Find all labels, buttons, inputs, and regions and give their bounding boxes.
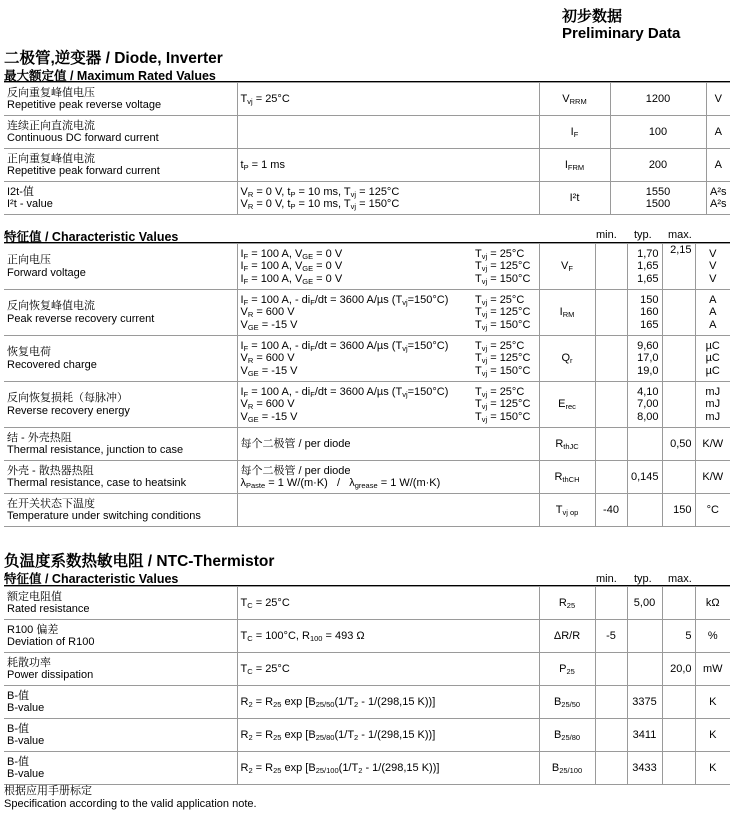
param-name-cn: 反向恢复损耗（每脉冲） (7, 392, 128, 404)
unit-cell: % (695, 620, 730, 653)
temperature-cell (472, 244, 539, 290)
unit-cell (695, 382, 730, 428)
param-name-en: Reverse recovery energy (7, 404, 130, 417)
param-name-en: Temperature under switching conditions (7, 510, 201, 522)
condition-line: $V_{GE} = -15$ V (240, 318, 298, 332)
param-name-cn: 外壳 - 散热器热阻 (7, 464, 94, 477)
unit-line: mJ (705, 398, 721, 411)
typ-value: 1,65 (637, 260, 659, 273)
param-name-cn: B-值 (7, 755, 29, 768)
min-cell (595, 719, 627, 752)
unit-line: A (709, 306, 717, 319)
typ-value: 7,00 (637, 398, 659, 411)
unit-line: °C (706, 503, 719, 516)
typ-value: 9,60 (637, 339, 659, 352)
ntc-col-min: min. (596, 573, 617, 585)
param-name-4 (4, 719, 237, 752)
typ-cell (627, 461, 662, 494)
typ-cell: 3375 (627, 686, 662, 719)
max-cell (662, 428, 695, 461)
unit-line: mJ (705, 410, 721, 423)
typ-value: 0,145 (630, 470, 659, 483)
condition-line: $V_{GE} = -15$ V (240, 410, 298, 424)
param-name-en: Forward voltage (7, 266, 86, 279)
table-row (4, 149, 730, 182)
value-cell (610, 149, 706, 182)
unit-line: V (714, 92, 722, 105)
temperature-line: $T_{vj} = 125^\circ C$ (475, 352, 531, 366)
table-row (4, 686, 730, 719)
max-cell: 5 (662, 620, 695, 653)
footer-note-en: Specification according to the valid application note. (4, 797, 257, 810)
condition-line: $T_C = 100^\circ C$, $R_{100} = 493$ Ω (240, 629, 365, 643)
typ-value: 160 (640, 306, 659, 319)
temperature-line: $T_{vj} = 150^\circ C$ (475, 318, 531, 332)
condition-cell (237, 494, 539, 527)
table-row (4, 620, 730, 653)
unit-line: V (709, 272, 717, 285)
unit-cell (706, 149, 730, 182)
condition-cell (237, 461, 539, 494)
diode-char-title: 特征值 / Characteristic Values (4, 230, 179, 244)
symbol-cell: $B_{25/100}$ (539, 752, 595, 785)
symbol-cell: $Q_r$ (539, 336, 595, 382)
condition-line: $V_{GE} = -15$ V (240, 364, 298, 378)
typ-cell (627, 653, 662, 686)
unit-cell: K (695, 686, 730, 719)
condition-line: $V_R = 600$ V (240, 352, 295, 366)
condition-cell (237, 686, 539, 719)
condition-cell (237, 428, 539, 461)
table-row (4, 587, 730, 620)
typ-value: 19,0 (637, 364, 659, 377)
param-name-cn: 反向重复峰值电压 (7, 86, 95, 99)
max-rated-title: 最大额定值 / Maximum Rated Values (4, 69, 216, 83)
condition-cell (237, 182, 539, 215)
typ-cell: 3433 (627, 752, 662, 785)
condition-cell (237, 290, 472, 336)
param-name-en: Repetitive peak forward current (7, 165, 160, 177)
param-name-en: Rated resistance (7, 603, 90, 615)
param-name-1 (4, 116, 237, 149)
param-name-cn: 恢复电荷 (7, 346, 51, 358)
max-rated-table (4, 82, 730, 215)
condition-line: $I_F = 100$ A, - $di_F/dt = 3600$ A/µs $(T_{vj}=150^\circ C)$ (240, 293, 449, 307)
unit-cell (695, 290, 730, 336)
symbol-cell: $I_{RM}$ (539, 290, 595, 336)
unit-cell: mW (695, 653, 730, 686)
value-cell (610, 116, 706, 149)
param-name-3 (4, 686, 237, 719)
table-row (4, 116, 730, 149)
condition-cell (237, 149, 539, 182)
param-name-3 (4, 382, 237, 428)
condition-line: $T_{vj} = 25^\circ C$ (240, 92, 290, 106)
symbol-cell: $B_{25/80}$ (539, 719, 595, 752)
min-cell (595, 653, 627, 686)
param-name-cn: 正向重复峰值电流 (7, 152, 95, 165)
param-name-cn: 正向电压 (7, 254, 51, 266)
symbol-cell: $V_F$ (539, 244, 595, 290)
typ-value: 4,10 (637, 385, 659, 398)
param-name-cn: 反向恢复峰值电流 (7, 300, 95, 312)
typ-cell: 3411 (627, 719, 662, 752)
symbol-cell: $R_{thJC}$ (539, 428, 595, 461)
ntc-section-title: 负温度系数热敏电阻 / NTC-Thermistor (4, 553, 275, 570)
unit-line: µC (705, 339, 720, 352)
typ-value: 1,70 (637, 247, 659, 260)
unit-line: V (709, 247, 717, 260)
max-value: 150 (673, 503, 692, 516)
unit-line: A²s (710, 185, 727, 198)
param-name-cn: 结 - 外壳热阻 (7, 431, 72, 444)
table-row (4, 653, 730, 686)
typ-cell: 5,00 (627, 587, 662, 620)
condition-line (241, 126, 536, 139)
min-cell (595, 494, 627, 527)
value-line: 100 (648, 125, 668, 138)
condition-line: 每个二极管 / per diode (240, 464, 351, 477)
condition-cell (237, 653, 539, 686)
condition-cell (237, 116, 539, 149)
preliminary-title-en: Preliminary Data (562, 25, 681, 42)
col-typ: typ. (634, 229, 652, 241)
condition-line: $t_P = 1$ ms (240, 158, 285, 172)
symbol-cell: $I_{FRM}$ (539, 149, 610, 182)
preliminary-title-cn: 初步数据 (562, 8, 623, 25)
param-name-5 (4, 461, 237, 494)
unit-cell (695, 336, 730, 382)
param-name-cn: 连续正向直流电流 (7, 119, 95, 132)
min-cell (595, 461, 627, 494)
value-cell (610, 182, 706, 215)
unit-cell: kΩ (695, 587, 730, 620)
symbol-cell: $E_{rec}$ (539, 382, 595, 428)
value-line: 1500 (645, 198, 671, 210)
temperature-line: $T_{vj} = 150^\circ C$ (475, 364, 531, 378)
unit-line: K/W (702, 437, 724, 450)
param-name-3 (4, 182, 237, 215)
param-name-cn: I2t-值 (7, 185, 34, 198)
condition-line: $T_C = 25^\circ C$ (240, 662, 290, 676)
temperature-line: $T_{vj} = 25^\circ C$ (475, 385, 525, 399)
param-name-2 (4, 149, 237, 182)
condition-line: $I_F = 100$ A, - $di_F/dt = 3600$ A/µs $(T_{vj}=150^\circ C)$ (240, 339, 449, 353)
max-cell (662, 336, 695, 382)
table-row (4, 336, 730, 382)
param-name-en: Recovered charge (7, 358, 97, 371)
param-name-en: B-value (7, 768, 45, 780)
condition-cell (237, 620, 539, 653)
temperature-cell (472, 290, 539, 336)
max-cell: 20,0 (662, 653, 695, 686)
table-row (4, 182, 730, 215)
condition-line: $R_2 = R_{25}$ $\exp [B_{25/80}(1/T_2 - 1/(298,15$ K))] (240, 728, 436, 742)
param-name-en: Continuous DC forward current (7, 132, 159, 144)
temperature-cell (472, 336, 539, 382)
condition-cell (237, 752, 539, 785)
value-line: 1200 (645, 92, 671, 105)
unit-line: µC (705, 352, 720, 365)
ntc-col-max: max. (668, 573, 692, 585)
max-cell (662, 494, 695, 527)
temperature-line: $T_{vj} = 150^\circ C$ (475, 410, 531, 424)
typ-cell (627, 494, 662, 527)
condition-cell (237, 83, 539, 116)
max-cell (662, 290, 695, 336)
unit-line: A (709, 293, 717, 306)
param-name-en: B-value (7, 702, 45, 714)
param-name-2 (4, 336, 237, 382)
ntc-col-typ: typ. (634, 573, 652, 585)
typ-value: 8,00 (637, 410, 659, 423)
table-row (4, 244, 730, 290)
unit-line: mJ (705, 385, 721, 398)
diode-char-table (4, 243, 730, 527)
typ-cell (627, 428, 662, 461)
condition-line: $I_F = 100$ A, $V_{GE} = 0$ V (240, 260, 343, 274)
diode-section-title: 二极管,逆变器 / Diode, Inverter (4, 50, 223, 67)
typ-cell (627, 620, 662, 653)
min-cell (595, 752, 627, 785)
max-value: 0,50 (670, 437, 692, 450)
typ-cell (627, 290, 662, 336)
table-row (4, 494, 730, 527)
param-name-en: Thermal resistance, junction to case (7, 444, 184, 456)
temperature-line: $T_{vj} = 125^\circ C$ (475, 398, 531, 412)
min-cell (595, 290, 627, 336)
condition-line: $V_R = 600$ V (240, 306, 295, 320)
min-cell (595, 686, 627, 719)
temperature-cell (472, 382, 539, 428)
symbol-cell: I²t (539, 182, 610, 215)
unit-line: K/W (702, 470, 724, 483)
table-row (4, 752, 730, 785)
footer-note-cn: 根据应用手册标定 (4, 785, 92, 797)
symbol-cell: $R_{25}$ (539, 587, 595, 620)
unit-cell (695, 244, 730, 290)
unit-cell (695, 494, 730, 527)
unit-cell (695, 428, 730, 461)
param-name-1 (4, 620, 237, 653)
typ-value: 17,0 (637, 352, 659, 365)
condition-line: $I_F = 100$ A, $V_{GE} = 0$ V (240, 272, 343, 286)
table-row (4, 290, 730, 336)
param-name-1 (4, 290, 237, 336)
table-row (4, 83, 730, 116)
unit-cell (706, 83, 730, 116)
param-name-0 (4, 244, 237, 290)
param-name-en: B-value (7, 735, 45, 747)
condition-line (241, 504, 536, 517)
typ-value: 150 (640, 293, 659, 306)
temperature-line: $T_{vj} = 125^\circ C$ (475, 260, 531, 274)
typ-cell (627, 336, 662, 382)
param-name-4 (4, 428, 237, 461)
max-cell (662, 461, 695, 494)
temperature-line: $T_{vj} = 25^\circ C$ (475, 293, 525, 307)
param-name-0 (4, 83, 237, 116)
max-cell (662, 719, 695, 752)
value-line: 200 (648, 158, 668, 171)
unit-line: A (714, 125, 722, 138)
param-name-cn: 在开关状态下温度 (7, 497, 95, 510)
unit-cell: K (695, 752, 730, 785)
min-cell (595, 336, 627, 382)
symbol-cell: ΔR/R (539, 620, 595, 653)
condition-line: $R_2 = R_{25}$ $\exp [B_{25/100}(1/T_2 - 1/(298,15$ K))] (240, 761, 440, 775)
min-cell (595, 382, 627, 428)
table-row (4, 719, 730, 752)
footer-note (4, 785, 257, 810)
symbol-cell: $V_{RRM}$ (539, 83, 610, 116)
param-name-en: Thermal resistance, case to heatsink (7, 477, 187, 489)
temperature-line: $T_{vj} = 150^\circ C$ (475, 272, 531, 286)
param-name-cn: B-值 (7, 689, 29, 702)
condition-cell (237, 382, 472, 428)
symbol-cell: $P_{25}$ (539, 653, 595, 686)
param-name-6 (4, 494, 237, 527)
unit-line: A²s (710, 198, 727, 210)
typ-cell (627, 244, 662, 290)
max-cell (662, 752, 695, 785)
unit-line: V (709, 260, 717, 273)
min-value: -40 (603, 503, 619, 516)
typ-cell (627, 382, 662, 428)
condition-line: $T_C = 25^\circ C$ (240, 596, 290, 610)
param-name-en: Deviation of R100 (7, 636, 95, 648)
param-name-cn: 耗散功率 (7, 656, 51, 669)
typ-value: 1,65 (637, 272, 659, 285)
condition-line: 每个二极管 / per diode (240, 437, 351, 450)
unit-line: A (709, 318, 717, 331)
max-cell (662, 382, 695, 428)
ntc-table (4, 586, 730, 785)
table-row (4, 382, 730, 428)
param-name-en: Peak reverse recovery current (7, 312, 155, 325)
unit-cell (706, 182, 730, 215)
condition-line: $I_F = 100$ A, - $di_F/dt = 3600$ A/µs $(T_{vj}=150^\circ C)$ (240, 385, 449, 399)
param-name-en: Power dissipation (7, 669, 94, 681)
temperature-line: $T_{vj} = 25^\circ C$ (475, 247, 525, 261)
condition-line: $V_R = 0$ V, $t_P = 10$ ms, $T_{vj} = 150^\circ C$ (240, 198, 400, 211)
col-max: max. (668, 229, 692, 241)
temperature-line: $T_{vj} = 125^\circ C$ (475, 306, 531, 320)
unit-cell: K (695, 719, 730, 752)
condition-line: $V_R = 0$ V, $t_P = 10$ ms, $T_{vj} = 125^\circ C$ (240, 185, 400, 199)
param-name-cn: B-值 (7, 722, 29, 735)
min-cell (595, 244, 627, 290)
unit-line: A (714, 158, 722, 171)
param-name-en: Repetitive peak reverse voltage (7, 99, 162, 111)
value-cell (610, 83, 706, 116)
symbol-cell: $B_{25/50}$ (539, 686, 595, 719)
max-cell (662, 587, 695, 620)
param-name-0 (4, 587, 237, 620)
symbol-cell: $R_{thCH}$ (539, 461, 595, 494)
min-cell (595, 587, 627, 620)
max-cell (662, 244, 695, 290)
unit-cell (695, 461, 730, 494)
table-row (4, 461, 730, 494)
condition-cell (237, 719, 539, 752)
preliminary-data-title (562, 8, 680, 42)
col-min: min. (596, 229, 617, 241)
typ-value: 165 (640, 318, 659, 331)
param-name-en: I²t - value (7, 198, 53, 210)
value-line: 1550 (645, 185, 671, 198)
condition-line: $\lambda_{Paste} = 1$ $W/(m\cdot K) / \lambda_{grease} = 1$ W/(m·K) (240, 477, 441, 490)
param-name-cn: 额定电阻值 (7, 590, 62, 603)
condition-cell (237, 244, 472, 290)
table-row (4, 428, 730, 461)
param-name-cn: R100 偏差 (7, 623, 59, 636)
min-cell (595, 428, 627, 461)
condition-line: $V_R = 600$ V (240, 398, 295, 412)
condition-line: $I_F = 100$ A, $V_{GE} = 0$ V (240, 247, 343, 261)
symbol-cell: $I_F$ (539, 116, 610, 149)
condition-cell (237, 587, 539, 620)
param-name-5 (4, 752, 237, 785)
condition-cell (237, 336, 472, 382)
condition-line: $R_2 = R_{25}$ $\exp [B_{25/50}(1/T_2 - 1/(298,15$ K))] (240, 695, 436, 709)
temperature-line: $T_{vj} = 25^\circ C$ (475, 339, 525, 353)
unit-line: µC (705, 364, 720, 377)
ntc-char-title: 特征值 / Characteristic Values (4, 572, 179, 586)
max-value: 2,15 (670, 244, 692, 256)
unit-cell (706, 116, 730, 149)
symbol-cell: $T_{vj op}$ (539, 494, 595, 527)
min-cell: -5 (595, 620, 627, 653)
max-cell (662, 686, 695, 719)
param-name-2 (4, 653, 237, 686)
